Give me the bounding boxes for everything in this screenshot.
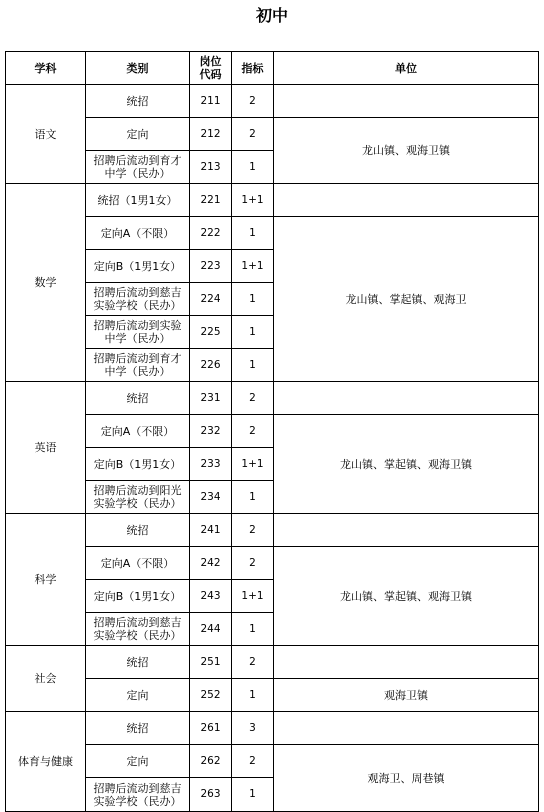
unit-cell: 龙山镇、掌起镇、观海卫 bbox=[274, 217, 539, 382]
quota-cell: 2 bbox=[232, 85, 274, 118]
post-code-cell: 226 bbox=[190, 349, 232, 382]
category-line: 统招 bbox=[126, 523, 149, 537]
table-row bbox=[6, 118, 539, 151]
category-cell bbox=[86, 316, 190, 349]
category-line: 实验学校（民办） bbox=[93, 299, 182, 312]
category-line: 统招 bbox=[126, 94, 149, 108]
page-title: 初中 bbox=[255, 6, 288, 25]
category-line: 定向B（1男1女） bbox=[93, 457, 182, 471]
quota-cell: 1 bbox=[232, 217, 274, 250]
category-cell bbox=[86, 184, 190, 217]
quota-cell: 2 bbox=[232, 118, 274, 151]
table-row bbox=[6, 712, 539, 745]
category-line: 定向 bbox=[126, 127, 149, 141]
category-cell bbox=[86, 580, 190, 613]
subject-cell: 科学 bbox=[6, 514, 86, 646]
category-line: 招聘后流动到慈吉 bbox=[93, 286, 182, 299]
post-code-cell: 222 bbox=[190, 217, 232, 250]
quota-cell: 1 bbox=[232, 481, 274, 514]
category-cell bbox=[86, 118, 190, 151]
table-body bbox=[6, 85, 539, 812]
category-cell bbox=[86, 250, 190, 283]
subject-cell: 社会 bbox=[6, 646, 86, 712]
unit-cell-empty bbox=[274, 712, 539, 745]
post-code-cell: 213 bbox=[190, 151, 232, 184]
category-line: 定向B（1男1女） bbox=[93, 589, 182, 603]
category-cell bbox=[86, 349, 190, 382]
post-code-cell: 221 bbox=[190, 184, 232, 217]
post-code-cell: 242 bbox=[190, 547, 232, 580]
quota-cell: 2 bbox=[232, 646, 274, 679]
header-unit: 单位 bbox=[274, 52, 539, 85]
post-code-cell: 263 bbox=[190, 778, 232, 812]
unit-cell-empty bbox=[274, 514, 539, 547]
subject-cell: 数学 bbox=[6, 184, 86, 382]
header-subject: 学科 bbox=[6, 52, 86, 85]
category-line: 统招 bbox=[126, 655, 149, 669]
category-cell bbox=[86, 85, 190, 118]
category-cell bbox=[86, 745, 190, 778]
table-row bbox=[6, 415, 539, 448]
quota-cell: 3 bbox=[232, 712, 274, 745]
quota-cell: 1 bbox=[232, 778, 274, 812]
category-line: 定向A（不限） bbox=[100, 556, 175, 570]
quota-cell: 1+1 bbox=[232, 184, 274, 217]
category-cell bbox=[86, 514, 190, 547]
quota-cell: 1 bbox=[232, 679, 274, 712]
table-row bbox=[6, 514, 539, 547]
unit-cell: 观海卫、周巷镇 bbox=[274, 745, 539, 812]
quota-cell: 1+1 bbox=[232, 580, 274, 613]
header-post-code: 岗位 代码 bbox=[190, 52, 232, 85]
post-code-cell: 233 bbox=[190, 448, 232, 481]
quota-cell: 2 bbox=[232, 382, 274, 415]
category-cell bbox=[86, 679, 190, 712]
unit-cell: 龙山镇、掌起镇、观海卫镇 bbox=[274, 415, 539, 514]
table-row bbox=[6, 646, 539, 679]
post-code-cell: 223 bbox=[190, 250, 232, 283]
quota-cell: 2 bbox=[232, 745, 274, 778]
category-line: 统招 bbox=[126, 391, 149, 405]
unit-cell-empty bbox=[274, 382, 539, 415]
post-code-cell: 252 bbox=[190, 679, 232, 712]
post-code-cell: 261 bbox=[190, 712, 232, 745]
category-line: 定向B（1男1女） bbox=[93, 259, 182, 273]
category-cell bbox=[86, 481, 190, 514]
recruitment-table bbox=[5, 51, 539, 812]
table-header-row bbox=[6, 52, 539, 85]
quota-cell: 1+1 bbox=[232, 250, 274, 283]
category-line: 定向 bbox=[126, 754, 149, 768]
table-row bbox=[6, 745, 539, 778]
category-line: 中学（民办） bbox=[104, 332, 171, 345]
quota-cell: 2 bbox=[232, 514, 274, 547]
header-category: 类别 bbox=[86, 52, 190, 85]
quota-cell: 1 bbox=[232, 283, 274, 316]
category-line: 定向A（不限） bbox=[100, 226, 175, 240]
table-row bbox=[6, 184, 539, 217]
post-code-cell: 212 bbox=[190, 118, 232, 151]
unit-cell: 龙山镇、观海卫镇 bbox=[274, 118, 539, 184]
category-line: 统招（1男1女） bbox=[97, 193, 178, 207]
category-cell bbox=[86, 415, 190, 448]
category-line: 实验学校（民办） bbox=[93, 794, 182, 808]
category-line: 招聘后流动到实验 bbox=[93, 319, 182, 332]
post-code-cell: 251 bbox=[190, 646, 232, 679]
category-cell bbox=[86, 151, 190, 184]
category-line: 招聘后流动到慈吉 bbox=[93, 781, 182, 795]
quota-cell: 1+1 bbox=[232, 448, 274, 481]
table-row bbox=[6, 547, 539, 580]
subject-cell: 体育与健康 bbox=[6, 712, 86, 812]
category-cell bbox=[86, 712, 190, 745]
category-line: 中学（民办） bbox=[104, 167, 171, 180]
post-code-cell: 224 bbox=[190, 283, 232, 316]
category-cell bbox=[86, 778, 190, 812]
category-cell bbox=[86, 283, 190, 316]
quota-cell: 1 bbox=[232, 316, 274, 349]
table-row bbox=[6, 382, 539, 415]
table-row bbox=[6, 679, 539, 712]
quota-cell: 1 bbox=[232, 151, 274, 184]
post-code-cell: 234 bbox=[190, 481, 232, 514]
post-code-cell: 241 bbox=[190, 514, 232, 547]
category-line: 中学（民办） bbox=[104, 365, 171, 378]
category-cell bbox=[86, 217, 190, 250]
category-line: 招聘后流动到慈吉 bbox=[93, 616, 182, 629]
category-line: 招聘后流动到阳光 bbox=[93, 484, 182, 497]
category-line: 实验学校（民办） bbox=[93, 497, 182, 510]
category-cell bbox=[86, 547, 190, 580]
quota-cell: 1 bbox=[232, 613, 274, 646]
category-line: 定向 bbox=[126, 688, 149, 702]
table-row bbox=[6, 85, 539, 118]
post-code-cell: 232 bbox=[190, 415, 232, 448]
unit-cell: 龙山镇、掌起镇、观海卫镇 bbox=[274, 547, 539, 646]
category-cell bbox=[86, 382, 190, 415]
post-code-cell: 231 bbox=[190, 382, 232, 415]
category-line: 招聘后流动到育才 bbox=[93, 154, 182, 167]
unit-cell-empty bbox=[274, 646, 539, 679]
category-cell bbox=[86, 613, 190, 646]
quota-cell: 2 bbox=[232, 547, 274, 580]
subject-cell: 语文 bbox=[6, 85, 86, 184]
unit-cell-empty bbox=[274, 184, 539, 217]
header-quota: 指标 bbox=[232, 52, 274, 85]
post-code-cell: 225 bbox=[190, 316, 232, 349]
unit-cell-empty bbox=[274, 85, 539, 118]
post-code-cell: 243 bbox=[190, 580, 232, 613]
table-row bbox=[6, 217, 539, 250]
subject-cell: 英语 bbox=[6, 382, 86, 514]
post-code-cell: 211 bbox=[190, 85, 232, 118]
category-line: 统招 bbox=[126, 721, 149, 735]
quota-cell: 1 bbox=[232, 349, 274, 382]
category-line: 定向A（不限） bbox=[100, 424, 175, 438]
category-cell bbox=[86, 448, 190, 481]
category-line: 招聘后流动到育才 bbox=[93, 352, 182, 365]
category-cell bbox=[86, 646, 190, 679]
unit-cell: 观海卫镇 bbox=[274, 679, 539, 712]
post-code-cell: 262 bbox=[190, 745, 232, 778]
post-code-cell: 244 bbox=[190, 613, 232, 646]
category-line: 实验学校（民办） bbox=[93, 629, 182, 642]
quota-cell: 2 bbox=[232, 415, 274, 448]
